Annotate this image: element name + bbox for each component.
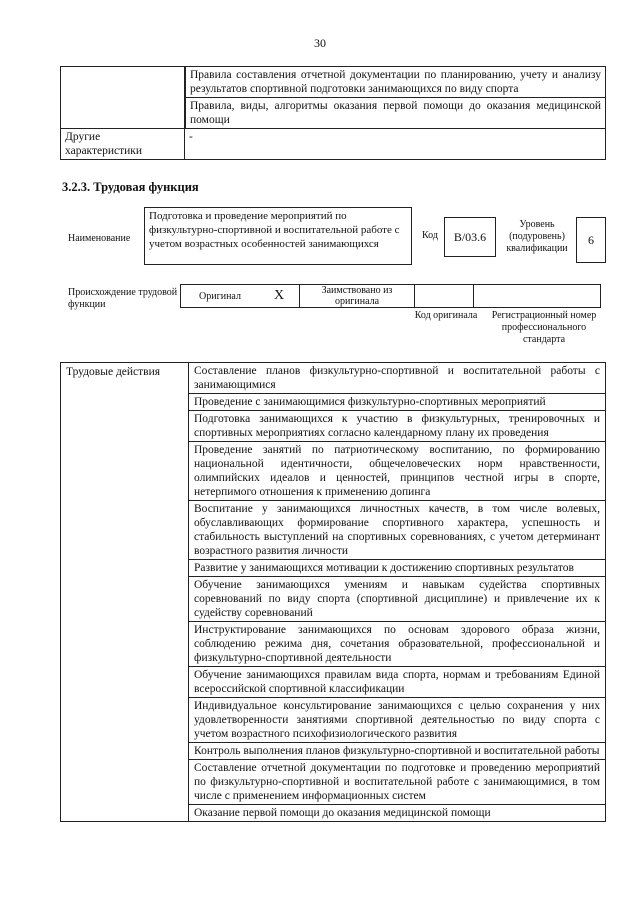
function-name: Подготовка и проведение мероприятий по физкультурно-спортивной и воспитательной работе с учетом возрастных особенностей занимающихся bbox=[144, 207, 412, 265]
name-label: Наименование bbox=[68, 233, 131, 244]
reg-number-label: Регистрационный номер профессионального стандарта bbox=[491, 310, 597, 345]
labor-actions-table bbox=[60, 362, 606, 822]
labor-actions-label: Трудовые действия bbox=[61, 363, 189, 822]
original-mark: X bbox=[259, 285, 300, 308]
function-code: B/03.6 bbox=[444, 217, 496, 257]
continuation-item: Правила, виды, алгоритмы оказания первой помощи до оказания медицинской помощи bbox=[185, 97, 605, 128]
continuation-table bbox=[60, 66, 606, 160]
labor-action-item: Воспитание у занимающихся личностных качеств, в том числе волевых, обуславливающих формирование спортивного характера, успешность и стабильность выступлений на спортивных соревнованиях, с учетом детерминант возрастного развития личности bbox=[189, 501, 605, 560]
other-characteristics-value: - bbox=[185, 129, 606, 160]
labor-action-item: Подготовка занимающихся к участию в физкультурных, тренировочных и спортивных мероприятиях согласно календарному плану их проведения bbox=[189, 411, 605, 442]
code-original-cell bbox=[415, 285, 474, 308]
labor-action-item: Составление планов физкультурно-спортивной и воспитательной работы с занимающимися bbox=[189, 363, 605, 394]
code-label: Код bbox=[422, 230, 438, 241]
borrowed-label: Заимствовано из оригинала bbox=[300, 285, 415, 308]
continuation-item: Правила составления отчетной документации по планированию, учету и анализу результатов спортивной подготовки занимающихся по виду спорта bbox=[185, 67, 605, 97]
labor-action-item: Проведение с занимающимися физкультурно-спортивных мероприятий bbox=[189, 394, 605, 411]
code-original-label: Код оригинала bbox=[414, 310, 478, 321]
labor-action-item: Обучение занимающихся умениям и навыкам судейства спортивных соревнований по виду спорта (спортивной дисциплине) и привлечение их к судейству соревнований bbox=[189, 577, 605, 622]
labor-action-item: Составление отчетной документации по подготовке и проведению мероприятий по физкультурно-спортивной и воспитательной работе с занимающимися, в том числе с применением информационных систем bbox=[189, 760, 605, 805]
labor-action-item: Проведение занятий по патриотическому воспитанию, по формированию национальной идентичности, общечеловеческих норм нравственности, олимпийских идеалов и ценностей, принципов честной игры в спорте, нетерпимого отношения к применению допинга bbox=[189, 442, 605, 501]
labor-action-item: Развитие у занимающихся мотивации к достижению спортивных результатов bbox=[189, 560, 605, 577]
labor-action-item: Инструктирование занимающихся по основам здорового образа жизни, соблюдению режима дня, сочетания образовательной, профессиональной и физкультурно-спортивной деятельности bbox=[189, 622, 605, 667]
page-number: 30 bbox=[314, 36, 326, 50]
reg-number-cell bbox=[474, 285, 601, 308]
qualification-level-label: Уровень (подуровень) квалификации bbox=[506, 219, 568, 254]
labor-actions-list bbox=[189, 363, 606, 822]
labor-action-item: Индивидуальное консультирование занимающихся с целью сохранения у них удовлетворенности занятиями спортивной деятельностью по виду спорта с учетом возрастного психофизиологического развития bbox=[189, 698, 605, 743]
labor-action-item: Оказание первой помощи до оказания медицинской помощи bbox=[194, 807, 491, 819]
labor-action-item: Обучение занимающихся правилам вида спорта, нормам и требованиям Единой всероссийской спортивной классификации bbox=[189, 667, 605, 698]
continuation-items bbox=[185, 67, 606, 129]
continuation-empty-label bbox=[61, 67, 185, 129]
other-characteristics-label: Другие характеристики bbox=[61, 129, 185, 160]
origin-table bbox=[180, 284, 601, 308]
original-label: Оригинал bbox=[181, 285, 260, 308]
section-title: 3.2.3. Трудовая функция bbox=[62, 180, 199, 194]
qualification-level-value: 6 bbox=[576, 217, 606, 263]
labor-action-item: Контроль выполнения планов физкультурно-спортивной и воспитательной работы bbox=[189, 743, 605, 760]
origin-label: Происхождение трудовой функции bbox=[68, 287, 178, 310]
